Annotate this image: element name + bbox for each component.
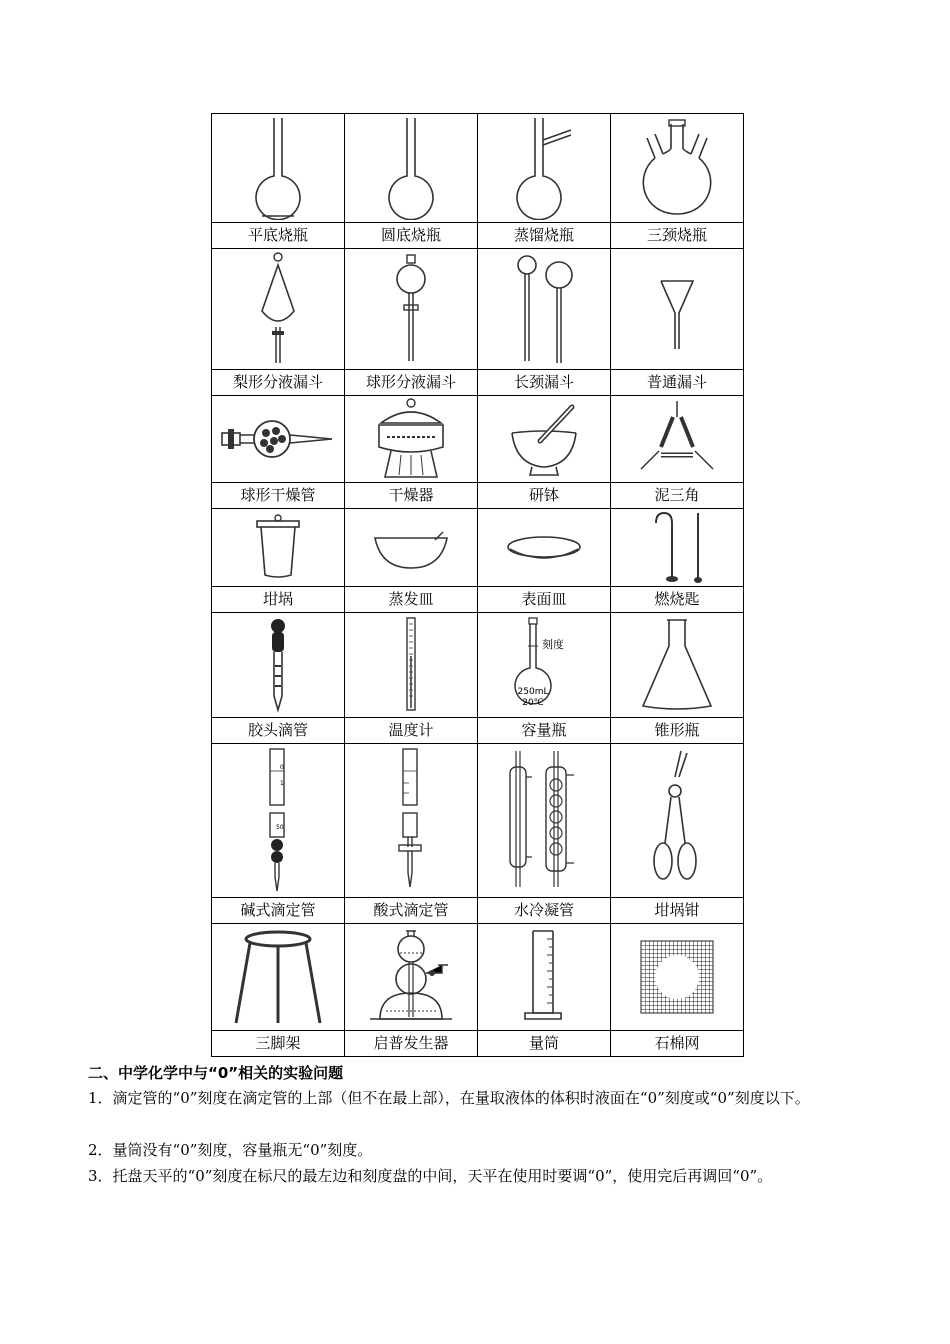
apparatus-label: 容量瓶 — [478, 718, 611, 744]
desiccator-cell — [345, 396, 478, 483]
volumetric-volume-label: 250mL — [517, 687, 549, 697]
apparatus-label: 坩埚 — [212, 587, 345, 613]
apparatus-label: 温度计 — [345, 718, 478, 744]
drying-tube-cell — [212, 396, 345, 483]
volumetric-mark-label: 刻度 — [542, 638, 564, 651]
apparatus-label: 表面皿 — [478, 587, 611, 613]
burette-tick-0: 0 — [280, 763, 284, 771]
apparatus-label: 碱式滴定管 — [212, 898, 345, 924]
evaporating-dish-icon — [371, 518, 451, 578]
mortar-icon — [504, 399, 584, 479]
drying-tube-icon — [220, 399, 336, 479]
section-title: 二、中学化学中与“0”相关的实验问题 — [88, 1064, 344, 1082]
erlenmeyer-flask-icon — [637, 616, 717, 714]
distilling-flask-icon — [509, 116, 579, 220]
erlenmeyer-flask-cell — [611, 613, 744, 718]
common-funnel-cell — [611, 249, 744, 370]
apparatus-label: 研钵 — [478, 483, 611, 509]
acid-burette-cell — [345, 744, 478, 898]
globe-separatory-funnel-icon — [391, 251, 431, 367]
crucible-tongs-icon — [647, 747, 707, 895]
pear-separatory-funnel-icon — [258, 251, 298, 367]
apparatus-label: 石棉网 — [611, 1031, 744, 1057]
watch-glass-cell — [478, 509, 611, 587]
crucible-tongs-cell — [611, 744, 744, 898]
apparatus-label: 坩埚钳 — [611, 898, 744, 924]
apparatus-label: 胶头滴管 — [212, 718, 345, 744]
acid-burette-icon — [391, 747, 431, 895]
common-funnel-icon — [657, 251, 697, 367]
deflagrating-spoon-cell — [611, 509, 744, 587]
apparatus-label: 燃烧匙 — [611, 587, 744, 613]
paragraph-3: 3．托盘天平的“0”刻度在标尺的最左边和刻度盘的中间，天平在使用时要调“0”，使用完后再调回“0”。 — [88, 1167, 773, 1185]
mortar-cell — [478, 396, 611, 483]
paragraph-1: 1．滴定管的“0”刻度在滴定管的上部（但不在最上部），在量取液体的体积时液面在“0”刻度或“0”刻度以下。 — [88, 1089, 810, 1107]
asbestos-gauze-cell — [611, 924, 744, 1031]
crucible-cell — [212, 509, 345, 587]
tripod-icon — [232, 927, 324, 1027]
apparatus-label: 水冷凝管 — [478, 898, 611, 924]
apparatus-label: 泥三角 — [611, 483, 744, 509]
evaporating-dish-cell — [345, 509, 478, 587]
apparatus-label: 酸式滴定管 — [345, 898, 478, 924]
base-burette-cell — [212, 744, 345, 898]
paragraph-2: 2．量筒没有“0”刻度，容量瓶无“0”刻度。 — [88, 1141, 373, 1159]
thermometer-cell — [345, 613, 478, 718]
globe-separatory-funnel-cell — [345, 249, 478, 370]
distilling-flask-cell — [478, 114, 611, 223]
apparatus-label: 启普发生器 — [345, 1031, 478, 1057]
apparatus-label: 蒸馏烧瓶 — [478, 223, 611, 249]
flat-bottom-flask-icon — [248, 116, 308, 220]
apparatus-label: 三颈烧瓶 — [611, 223, 744, 249]
burette-tick-50: 50 — [276, 823, 284, 831]
pear-separatory-funnel-cell — [212, 249, 345, 370]
long-neck-funnel-icon — [509, 251, 579, 367]
apparatus-label: 球形分液漏斗 — [345, 370, 478, 396]
apparatus-label: 球形干燥管 — [212, 483, 345, 509]
kipp-generator-icon — [366, 927, 456, 1027]
three-neck-flask-icon — [627, 116, 727, 220]
tripod-cell — [212, 924, 345, 1031]
clay-triangle-icon — [635, 397, 719, 481]
round-bottom-flask-icon — [381, 116, 441, 220]
apparatus-label: 普通漏斗 — [611, 370, 744, 396]
dropper-cell — [212, 613, 345, 718]
apparatus-label: 梨形分液漏斗 — [212, 370, 345, 396]
apparatus-table — [211, 113, 744, 1057]
volumetric-flask-cell — [478, 613, 611, 718]
apparatus-label: 平底烧瓶 — [212, 223, 345, 249]
dropper-icon — [263, 616, 293, 714]
volumetric-flask-icon — [506, 616, 582, 714]
long-neck-funnel-cell — [478, 249, 611, 370]
asbestos-gauze-icon — [637, 937, 717, 1017]
desiccator-icon — [371, 397, 451, 481]
apparatus-label: 圆底烧瓶 — [345, 223, 478, 249]
flat-bottom-flask-cell — [212, 114, 345, 223]
apparatus-label: 长颈漏斗 — [478, 370, 611, 396]
apparatus-label: 蒸发皿 — [345, 587, 478, 613]
graduated-cylinder-cell — [478, 924, 611, 1031]
watch-glass-icon — [504, 523, 584, 573]
apparatus-label: 三脚架 — [212, 1031, 345, 1057]
thermometer-icon — [401, 616, 421, 714]
volumetric-temp-label: 20℃ — [522, 698, 544, 708]
burette-tick-1: 1 — [280, 779, 284, 787]
crucible-icon — [253, 513, 303, 583]
clay-triangle-cell — [611, 396, 744, 483]
apparatus-label: 干燥器 — [345, 483, 478, 509]
condenser-cell — [478, 744, 611, 898]
condenser-icon — [504, 747, 584, 895]
base-burette-icon — [258, 747, 298, 895]
round-bottom-flask-cell — [345, 114, 478, 223]
graduated-cylinder-icon — [519, 927, 569, 1027]
deflagrating-spoon-icon — [642, 511, 712, 585]
three-neck-flask-cell — [611, 114, 744, 223]
apparatus-label: 量筒 — [478, 1031, 611, 1057]
apparatus-label: 锥形瓶 — [611, 718, 744, 744]
kipp-generator-cell — [345, 924, 478, 1031]
